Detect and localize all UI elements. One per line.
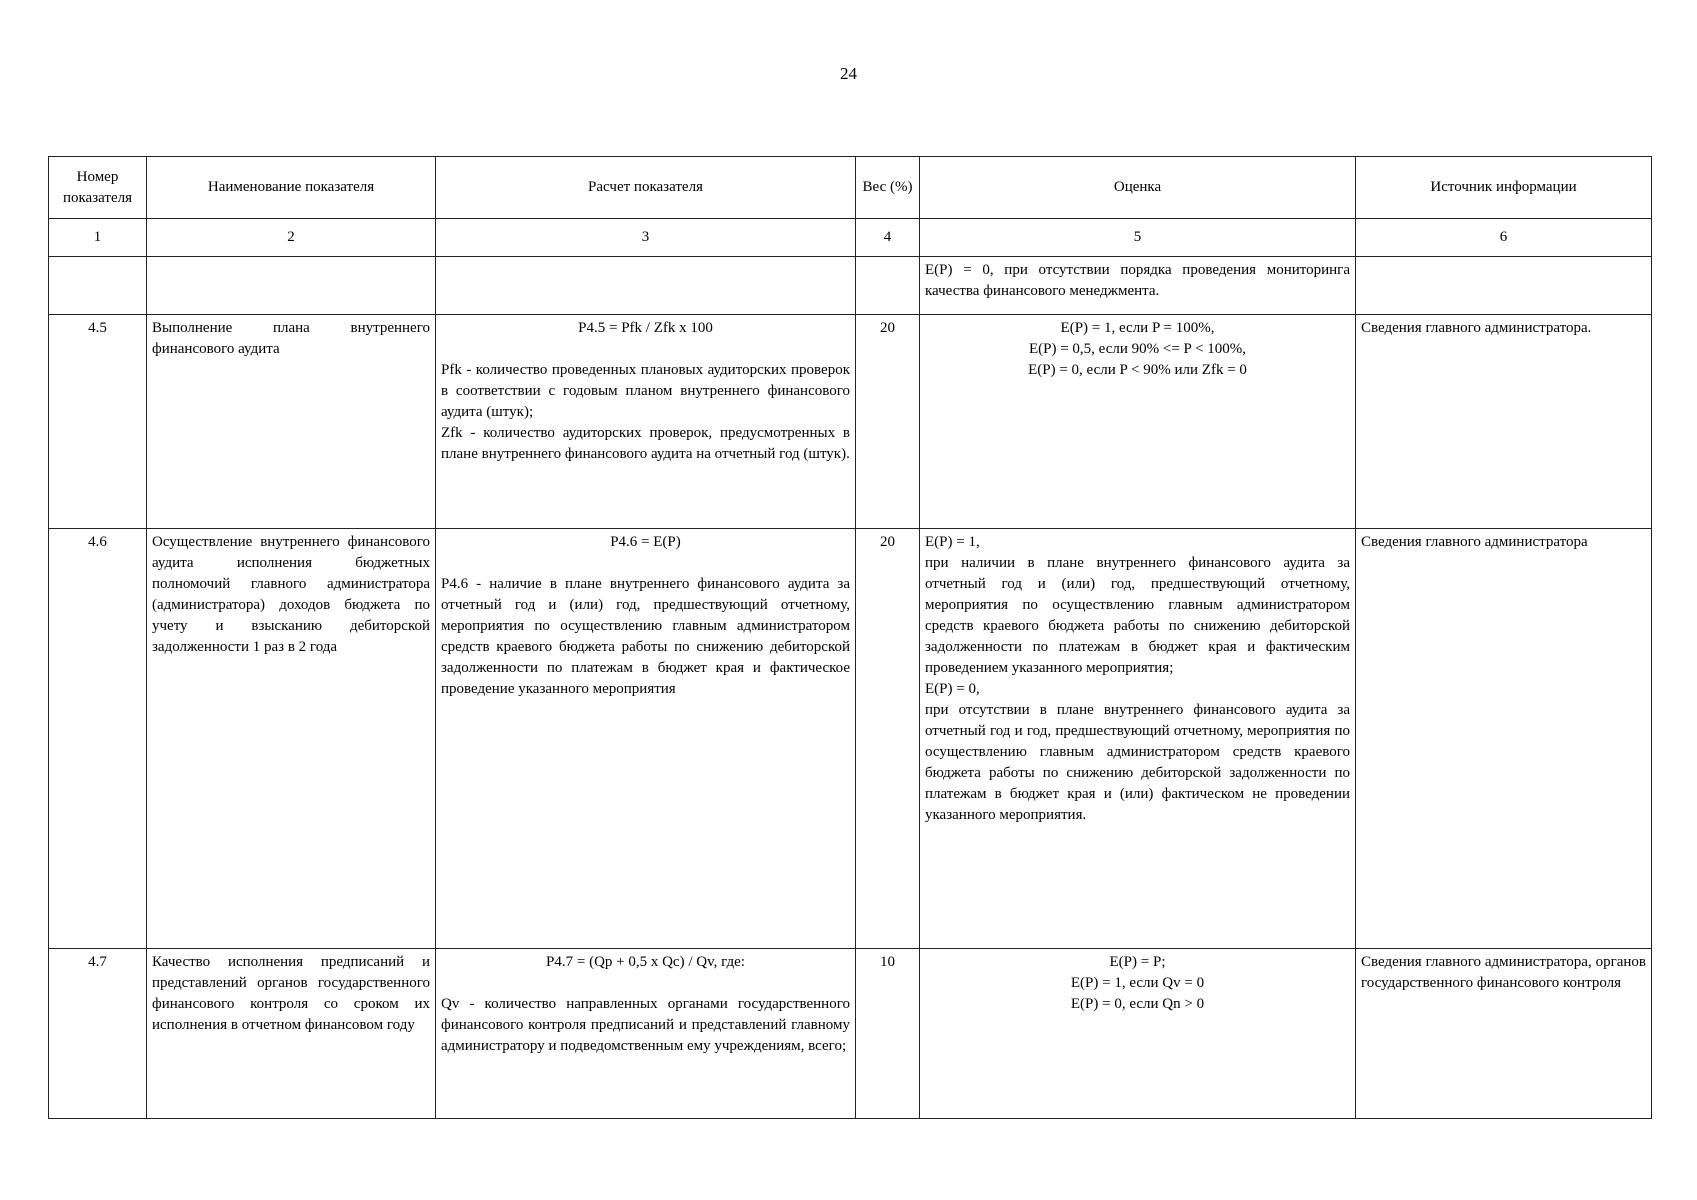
- calc-line: Pfk - количество проведенных плановых аудиторских проверок в соответствии с годовым планом внутреннего финансового аудита (штук);: [441, 362, 850, 420]
- row-formula: P4.7 = (Qp + 0,5 x Qc) / Qv, где:: [546, 954, 745, 970]
- row-formula: P4.5 = Pfk / Zfk x 100: [578, 320, 713, 336]
- header-assessment: Оценка: [920, 157, 1356, 219]
- row-number: 4.6: [49, 529, 147, 949]
- row-assessment: [920, 949, 1356, 1119]
- header-source: Источник информации: [1356, 157, 1652, 219]
- assessment-line: E(P) = 0,: [925, 681, 980, 697]
- row-number: 4.7: [49, 949, 147, 1119]
- column-number-row: [49, 219, 1652, 257]
- row-assessment: [920, 315, 1356, 529]
- row-source: Сведения главного администратора, органов государственного финансового контроля: [1356, 949, 1652, 1119]
- column-number: 4: [856, 219, 920, 257]
- continuation-row: [49, 257, 1652, 315]
- row-calculation: [436, 529, 856, 949]
- header-number: Номер показателя: [49, 157, 147, 219]
- assessment-line: E(P) = 1, если P = 100%,: [1060, 320, 1215, 336]
- row-assessment: [920, 529, 1356, 949]
- continuation-assessment: E(P) = 0, при отсутствии порядка проведения мониторинга качества финансового менеджмента.: [920, 257, 1356, 315]
- assessment-line: E(P) = 0,5, если 90% <= P < 100%,: [1028, 341, 1247, 357]
- assessment-line: E(P) = 1, если Qv = 0: [1070, 975, 1205, 991]
- indicators-table: [48, 156, 1652, 1119]
- header-weight: Вес (%): [856, 157, 920, 219]
- assessment-line: E(P) = 1,: [925, 534, 980, 550]
- table-row-4-5: [49, 315, 1652, 529]
- row-weight: 10: [856, 949, 920, 1119]
- row-calculation: [436, 949, 856, 1119]
- row-weight: 20: [856, 529, 920, 949]
- table-row-4-7: [49, 949, 1652, 1119]
- calc-line: P4.6 - наличие в плане внутреннего финансового аудита за отчетный год и (или) год, предшествующий отчетному, мероприятия по осуществлению главным администратором средств краевого бюджета работы по снижению дебиторской задолженности по платежам в бюджет края и фактическое проведение указанного мероприятия: [441, 576, 850, 697]
- column-number: 5: [920, 219, 1356, 257]
- row-source: Сведения главного администратора: [1356, 529, 1652, 949]
- column-number: 1: [49, 219, 147, 257]
- assessment-line: E(P) = 0, если P < 90% или Zfk = 0: [1028, 362, 1247, 378]
- row-weight: 20: [856, 315, 920, 529]
- page-number: 24: [840, 64, 857, 83]
- row-formula: P4.6 = E(P): [610, 534, 681, 550]
- table-row-4-6: [49, 529, 1652, 949]
- column-number: 6: [1356, 219, 1652, 257]
- row-source: Сведения главного администратора.: [1356, 315, 1652, 529]
- row-calculation: [436, 315, 856, 529]
- header-row: [49, 157, 1652, 219]
- header-calculation: Расчет показателя: [436, 157, 856, 219]
- column-number: 2: [147, 219, 436, 257]
- row-number: 4.5: [49, 315, 147, 529]
- assessment-line: E(P) = P;: [1109, 954, 1166, 970]
- row-indicator-name: Качество исполнения предписаний и представлений органов государственного финансового контроля со сроком их исполнения в отчетном финансовом году: [147, 949, 436, 1119]
- calc-line: Zfk - количество аудиторских проверок, предусмотренных в плане внутреннего финансового аудита на отчетный год (штук).: [441, 425, 850, 462]
- calc-line: Qv - количество направленных органами государственного финансового контроля предписаний и представлений главному администратору и подведомственным ему учреждениям, всего;: [441, 996, 850, 1054]
- assessment-line: E(P) = 0, если Qn > 0: [1070, 996, 1205, 1012]
- assessment-line: при наличии в плане внутреннего финансового аудита за отчетный год и (или) год, предшествующий отчетному, мероприятия по осуществлению главным администратором средств краевого бюджета работы по снижению дебиторской задолженности по платежам в бюджет края и фактическим проведением указанного мероприятия;: [925, 555, 1350, 676]
- row-indicator-name: Выполнение плана внутреннего финансового аудита: [147, 315, 436, 529]
- header-name: Наименование показателя: [147, 157, 436, 219]
- row-indicator-name: Осуществление внутреннего финансового аудита исполнения бюджетных полномочий главного администратора (администратора) доходов бюджета по учету и взысканию дебиторской задолженности 1 раз в 2 года: [147, 529, 436, 949]
- assessment-line: при отсутствии в плане внутреннего финансового аудита за отчетный год и год, предшествующий отчетному, мероприятия по осуществлению главным администратором средств краевого бюджета работы по снижению дебиторской задолженности по платежам в бюджет края и (или) фактическом не проведении указанного мероприятия.: [925, 702, 1350, 823]
- column-number: 3: [436, 219, 856, 257]
